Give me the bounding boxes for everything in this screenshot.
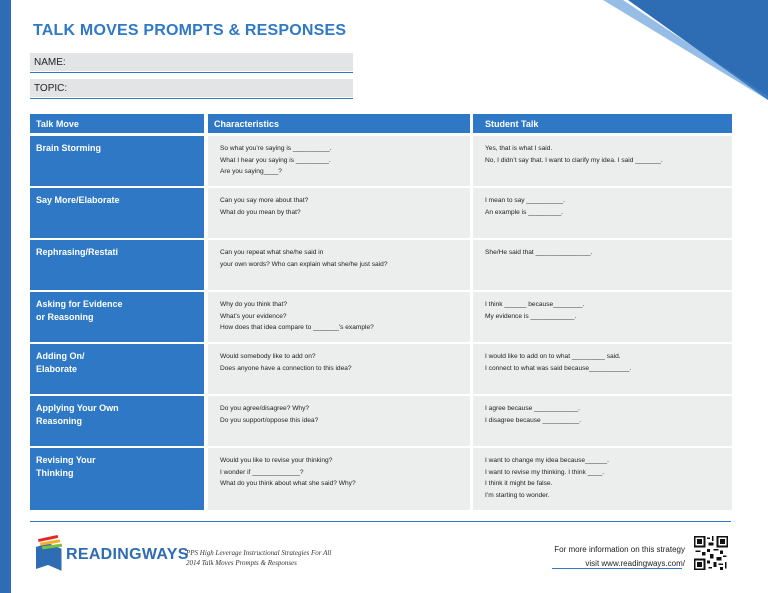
student-talk-cell-line: No, I didn’t say that. I want to clarify my idea. I said _______. bbox=[485, 156, 663, 164]
characteristics-cell-line: What do you think about what she said? Why? bbox=[220, 480, 356, 487]
talk-move-cell-line: Adding On/ bbox=[36, 351, 85, 361]
characteristics-cell-line: Can you repeat what she/he said in bbox=[220, 249, 324, 256]
characteristics-cell-line: How does that idea compare to _______’s example? bbox=[220, 324, 374, 331]
student-talk-cell bbox=[473, 188, 732, 238]
talk-move-cell-line: Elaborate bbox=[36, 364, 78, 374]
student-talk-cell-line: My evidence is ____________. bbox=[485, 312, 577, 320]
characteristics-cell-line: What I hear you saying is _________. bbox=[220, 156, 331, 164]
talk-move-cell-line: Asking for Evidence bbox=[36, 299, 123, 309]
header-talk-move: Talk Move bbox=[30, 114, 204, 133]
more-info-line: For more information on this strategy bbox=[554, 545, 685, 554]
characteristics-cell-line: Would you like to revise your thinking? bbox=[220, 457, 333, 464]
table-row bbox=[30, 448, 732, 510]
student-talk-cell-line: I connect to what was said because___________. bbox=[485, 364, 632, 372]
characteristics-cell-line: I wonder if _____________? bbox=[220, 468, 304, 476]
student-talk-cell bbox=[473, 136, 732, 186]
more-info-underline bbox=[552, 568, 682, 569]
student-talk-cell bbox=[473, 396, 732, 446]
topic-underline bbox=[30, 98, 353, 99]
talk-move-cell-line: Say More/Elaborate bbox=[36, 195, 120, 205]
characteristics-cell-line: your own words? Who can explain what she/he just said? bbox=[220, 260, 388, 268]
student-talk-cell-line: I want to change my idea because______. bbox=[485, 457, 609, 464]
talk-move-cell bbox=[30, 188, 204, 238]
topic-field[interactable]: TOPIC: bbox=[30, 79, 353, 97]
student-talk-cell-line: I mean to say __________. bbox=[485, 197, 565, 204]
talk-move-cell-line: Applying Your Own bbox=[36, 403, 119, 413]
student-talk-cell-line: An example is _________. bbox=[485, 208, 564, 216]
name-field[interactable]: NAME: bbox=[30, 53, 353, 71]
student-talk-cell-line: I would like to add on to what _________ said. bbox=[485, 353, 621, 360]
talk-move-cell bbox=[30, 292, 204, 342]
characteristics-cell-line: What do you mean by that? bbox=[220, 208, 301, 216]
student-talk-cell bbox=[473, 292, 732, 342]
characteristics-cell bbox=[208, 448, 470, 510]
more-info-link[interactable]: visit www.readingways.com/ bbox=[585, 559, 685, 568]
talk-move-cell-line: Revising Your bbox=[36, 455, 96, 465]
characteristics-cell bbox=[208, 240, 470, 290]
talk-move-cell bbox=[30, 240, 204, 290]
characteristics-cell bbox=[208, 136, 470, 186]
characteristics-cell-line: Do you agree/disagree? Why? bbox=[220, 405, 310, 412]
characteristics-cell bbox=[208, 344, 470, 394]
talk-move-cell bbox=[30, 136, 204, 186]
talk-move-cell bbox=[30, 344, 204, 394]
characteristics-cell-line: Why do you think that? bbox=[220, 301, 288, 308]
qr-code-icon[interactable] bbox=[694, 536, 728, 570]
credits-line: 2014 Talk Moves Prompts & Responses bbox=[186, 559, 297, 567]
characteristics-cell-line: Does anyone have a connection to this idea? bbox=[220, 364, 352, 372]
table-row bbox=[30, 136, 732, 186]
student-talk-cell-line: I think it might be false. bbox=[485, 480, 553, 487]
student-talk-cell-line: I’m starting to wonder. bbox=[485, 491, 550, 499]
characteristics-cell-line: Are you saying____? bbox=[220, 168, 282, 175]
table-row bbox=[30, 344, 732, 394]
student-talk-cell-line: I think ______ because________. bbox=[485, 301, 585, 308]
student-talk-cell-line: I disagree because __________. bbox=[485, 416, 582, 424]
characteristics-cell-line: So what you’re saying is __________. bbox=[220, 145, 332, 152]
student-talk-cell bbox=[473, 344, 732, 394]
characteristics-cell-line: Can you say more about that? bbox=[220, 197, 309, 204]
table-row bbox=[30, 292, 732, 342]
table-row bbox=[30, 396, 732, 446]
table-row bbox=[30, 240, 732, 290]
credits-line: PPS High Leverage Instructional Strategies For All bbox=[186, 549, 332, 557]
table-row bbox=[30, 188, 732, 238]
student-talk-cell bbox=[473, 240, 732, 290]
characteristics-cell-line: Would somebody like to add on? bbox=[220, 353, 316, 360]
more-info bbox=[554, 543, 685, 571]
talk-move-cell-line: Thinking bbox=[36, 468, 74, 478]
left-accent-bar bbox=[0, 0, 11, 593]
characteristics-cell bbox=[208, 292, 470, 342]
corner-decoration bbox=[508, 0, 768, 100]
student-talk-cell-line: I want to revise my thinking. I think ____. bbox=[485, 468, 605, 476]
talk-move-cell bbox=[30, 396, 204, 446]
logo-text: READINGWAYS bbox=[66, 546, 189, 563]
footer-credits bbox=[186, 548, 331, 568]
talk-move-cell-line: Rephrasing/Restati bbox=[36, 247, 119, 257]
talk-move-cell bbox=[30, 448, 204, 510]
footer-divider bbox=[30, 521, 731, 522]
header-student-talk: Student Talk bbox=[473, 114, 732, 133]
characteristics-cell bbox=[208, 396, 470, 446]
characteristics-cell-line: What’s your evidence? bbox=[220, 312, 287, 320]
student-talk-cell-line: I agree because ____________. bbox=[485, 405, 580, 412]
student-talk-cell-line: Yes, that is what I said. bbox=[485, 145, 553, 152]
talk-move-cell-line: Brain Storming bbox=[36, 143, 102, 153]
characteristics-cell-line: Do you support/oppose this idea? bbox=[220, 416, 319, 424]
page-title: TALK MOVES PROMPTS & RESPONSES bbox=[33, 22, 347, 39]
characteristics-cell bbox=[208, 188, 470, 238]
header-characteristics: Characteristics bbox=[208, 114, 470, 133]
student-talk-cell-line: She/He said that _______________. bbox=[485, 249, 593, 256]
talk-move-cell-line: or Reasoning bbox=[36, 312, 94, 322]
name-underline bbox=[30, 72, 353, 73]
talk-move-cell-line: Reasoning bbox=[36, 416, 83, 426]
student-talk-cell bbox=[473, 448, 732, 510]
